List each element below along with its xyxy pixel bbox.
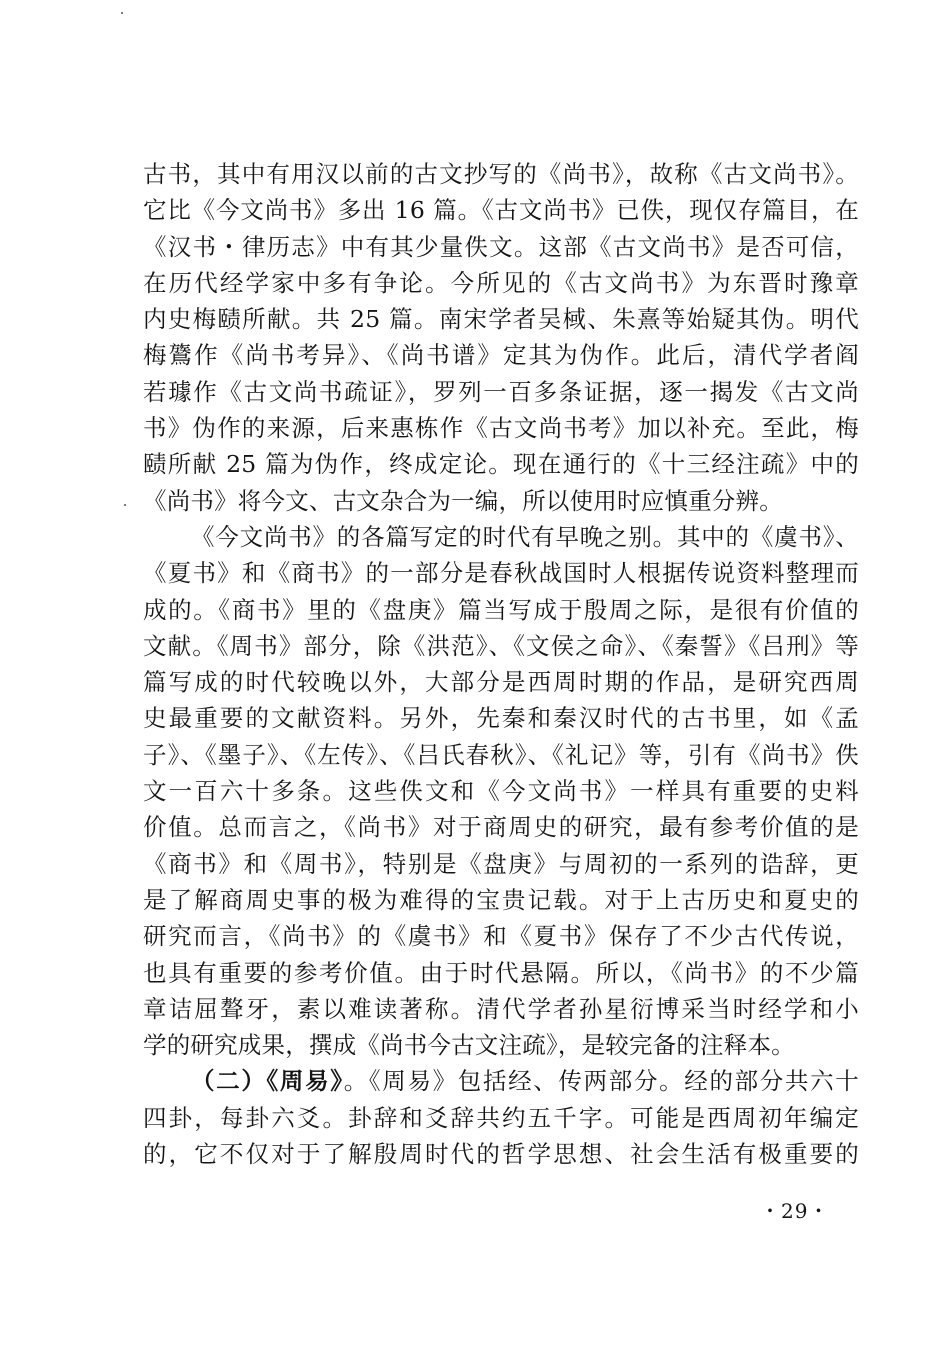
scan-speck bbox=[124, 504, 126, 506]
section-first-line-text: 。《周易》包括经、传两部分。经的部分共六十 bbox=[343, 1067, 860, 1096]
text-line: 学的研究成果，撰成《尚书今古文注疏》，是较完备的注释本。 bbox=[143, 1031, 795, 1060]
page-number: ・29・ bbox=[760, 1199, 830, 1223]
text-line: 研究而言，《尚书》的《虞书》和《夏书》保存了不少古代传说， bbox=[143, 922, 859, 951]
section-first-line bbox=[143, 1063, 859, 1099]
text-line: 若璩作《古文尚书疏证》，罗列一百多条证据，逐一揭发《古文尚 bbox=[143, 377, 859, 406]
text-line: 四卦，每卦六爻。卦辞和爻辞共约五千字。可能是西周初年编定 bbox=[143, 1103, 859, 1132]
text-line: 它比《今文尚书》多出 16 篇。《古文尚书》已佚，现仅存篇目，在 bbox=[143, 196, 859, 225]
text-line: 文献。《周书》部分，除《洪范》、《文侯之命》、《秦誓》《吕刑》等 bbox=[143, 631, 859, 660]
text-line: 梅鷟作《尚书考异》、《尚书谱》定其为伪作。此后，清代学者阎 bbox=[143, 341, 859, 370]
text-line: 子》、《墨子》、《左传》、《吕氏春秋》、《礼记》等，引有《尚书》佚 bbox=[143, 740, 859, 769]
text-line: 文一百六十多条。这些佚文和《今文尚书》一样具有重要的史料 bbox=[143, 777, 859, 806]
text-line: 《夏书》和《商书》的一部分是春秋战国时人根据传说资料整理而 bbox=[143, 559, 859, 588]
text-line: 赜所献 25 篇为伪作，终成定论。现在通行的《十三经注疏》中的 bbox=[143, 450, 859, 479]
text-line: 也具有重要的参考价值。由于时代悬隔。所以，《尚书》的不少篇 bbox=[143, 958, 859, 987]
text-line: 是了解商周史事的极为难得的宝贵记载。对于上古历史和夏史的 bbox=[143, 885, 859, 914]
text-line: 《今文尚书》的各篇写定的时代有早晚之别。其中的《虞书》、 bbox=[191, 522, 859, 551]
text-line: 成的。《商书》里的《盘庚》篇当写成于殷周之际，是很有价值的 bbox=[143, 595, 859, 624]
text-line: 篇写成的时代较晚以外，大部分是西周时期的作品，是研究西周 bbox=[143, 668, 859, 697]
text-line: 《尚书》将今文、古文杂合为一编，所以使用时应慎重分辨。 bbox=[143, 486, 783, 515]
scan-speck bbox=[121, 12, 123, 14]
text-line: 章诘屈聱牙，素以难读著称。清代学者孙星衍博采当时经学和小 bbox=[143, 994, 859, 1023]
text-line: 价值。总而言之，《尚书》对于商周史的研究，最有参考价值的是 bbox=[143, 813, 859, 842]
text-line: 古书，其中有用汉以前的古文抄写的《尚书》，故称《古文尚书》。 bbox=[143, 160, 859, 188]
body-text bbox=[143, 156, 859, 1172]
text-line: 史最重要的文献资料。另外，先秦和秦汉时代的古书里，如《孟 bbox=[143, 704, 859, 733]
text-line: 书》伪作的来源，后来惠栋作《古文尚书考》加以补充。至此，梅 bbox=[143, 414, 859, 443]
text-line: 的，它不仅对于了解殷周时代的哲学思想、社会生活有极重要的 bbox=[143, 1140, 859, 1169]
text-line: 《汉书・律历志》中有其少量佚文。这部《古文尚书》是否可信， bbox=[143, 232, 859, 261]
section-heading: （二）《周易》 bbox=[191, 1067, 344, 1096]
text-line: 内史梅赜所献。共 25 篇。南宋学者吴棫、朱熹等始疑其伪。明代 bbox=[143, 305, 859, 334]
text-line: 在历代经学家中多有争论。今所见的《古文尚书》为东晋时豫章 bbox=[143, 268, 859, 297]
text-line: 《商书》和《周书》，特别是《盘庚》与周初的一系列的诰辞，更 bbox=[143, 849, 859, 878]
